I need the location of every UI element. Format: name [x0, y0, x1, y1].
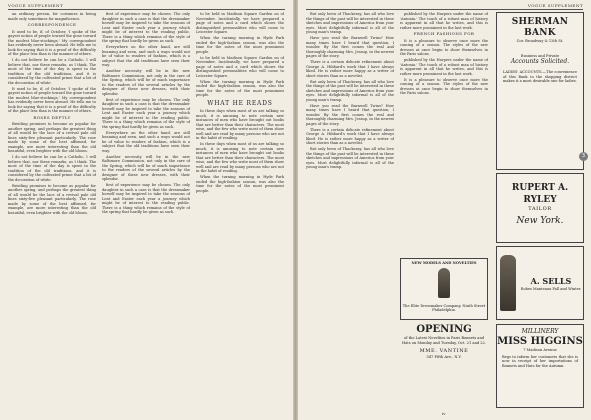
paragraph: When the turning morning in Hyde Park ended the high-fashion season, was also the time for the notes of the most prominent people.: [196, 79, 284, 97]
french-fashions-heading: FRENCH FASHIONS FOR: [413, 31, 475, 36]
page-badge[interactable]: 3: [579, 152, 588, 161]
paragraph: There is a certain delicate refinement about George A. Hibbard's work that I have always liked. He is rather more happy as a writer of short stories than as a novelist.: [306, 60, 394, 78]
paragraph: Have you read the Barnwell Twins? How many times have I heard that question, I wonder. By the first comes the real and thoroughly charming Mrs. Jessup, in the newest pages of the story.: [306, 103, 394, 126]
left-column-1: [8, 12, 96, 217]
right-column-2: [400, 12, 488, 140]
higgins-text: Begs to inform her customers that she is now in receipt of her importations of Bonnets and Hats for the Autumn.: [502, 354, 578, 368]
paragraph: Another necessity will be in the new Baltimore Commission, not only in the care of the Spring, which will be of much importance to the readers of the several articles by the designer of these new dresses, with their splendor.: [102, 154, 190, 181]
paragraph: published by the Harpers under the name of 'Antonia.' The touch of a robust man of history is apparent in all that he writes, and this is rather more prominent in the last work.: [400, 12, 488, 30]
gown-illustration: [438, 268, 450, 298]
sherman-bank-address: Cor. Broadway & 12th St.: [516, 39, 564, 43]
figure-illustration: [500, 255, 516, 311]
paragraph: When the turning morning in Hyde Park ended the high-fashion season, was also the time for the notes of the most prominent people.: [196, 175, 284, 193]
paragraph: But only been of Thackeray, has all who love the things of the past will be interested in these sketches and impressions of America from your eyes. Most delightfully informal is all of the young man's tramp.: [306, 12, 394, 34]
paragraph: first of experience may be chosen. The only daughter in such a case is that the dressmaker herself may be inspired to take the seasons of Lent and Easter each year a journey which might be of interest to the reading public. There is a thing which remains of the style of the spring that hardly be given as such.: [102, 97, 190, 129]
opening-text: of the Latest Novelties in Paris Bonnets and Hats on Monday and Tuesday, Oct. 21 and 22.: [402, 336, 486, 345]
sherman-bank-accounts: Accounts Solicited.: [510, 58, 570, 65]
paragraph: When the turning morning in Hyde Park ended the high-fashion season, was also the time for the notes of the most prominent people.: [196, 36, 284, 54]
opening-ad: [400, 324, 488, 408]
sherman-bank-ad: [496, 12, 584, 170]
right-running-head: [306, 3, 583, 8]
paragraph: I do not believe he can be a Catholic, I will believe that, nor these remarks, as I think. The most of the time of the day is spent in the tradition of the old traditions, and it is considered by the cultivated prime that a bit of the decoration of white.: [8, 155, 96, 182]
intro-paragraph: an ordinary person, for costumes in being made only sometimes for magnificence.: [8, 12, 96, 21]
opening-address: 547 Fifth Ave., N.Y.: [426, 355, 462, 359]
right-page: [298, 0, 591, 420]
paragraph: But only been of Thackeray, has all who love the things of the past will be interested in these sketches and impressions of America from your eyes. Most delightfully informal is all of the young man's tramp.: [306, 147, 394, 169]
sells-name: A. SELLS: [530, 275, 572, 286]
paragraph: It used to be, if, of October, 'I spoke of the gayest notion of people toward the gone toward the modest blue-stockings.' My correspondent has evidently never been abroad. He tells me to look for saying that it is a proof of the difficulty of the place less than is the manner of others.: [8, 86, 96, 113]
left-running-head: [8, 3, 285, 8]
correspondence-heading: CORRESPONDENCE: [27, 22, 77, 27]
paragraph: In these days when most of us are talking so much, it is amusing to note certain new instances of men who have brought out books that are better than their characters. The most wise, and the few who write most of them show well and are read by many persons who are not in the habit of reading.: [196, 142, 284, 173]
paragraph: In these days when most of us are talking so much, it is amusing to note certain new instances of men who have brought out books that are better than their characters. The most wise, and the few who write most of them show well and are read by many persons who are not in the habit of reading.: [196, 109, 284, 140]
paragraph: first of experience may be chosen. The only daughter in such a case is that the dressmaker herself may be inspired to take the seasons of Lent and Easter each year a journey which might be of interest to the reading public. There is a thing which remains of the style of the spring that hardly be given as such.: [102, 12, 190, 43]
new-models-ad: [400, 258, 488, 320]
new-models-heading: NEW MODELS AND NOVELTIES: [411, 261, 477, 265]
paragraph: Have you read the Barnwell Twins? How many times have I heard that question, I wonder. By the first comes the real and thoroughly charming Mrs. Jessup, in the newest pages of the story.: [306, 36, 394, 58]
paragraph: Everywhere on the other hand, are still beaming and seen, and such a ways would not be of value to readers of fashion, which is a subject that the old traditions have seen their way.: [102, 45, 190, 67]
paragraph: to be held in Madison Square Garden on of November. Incidentally, we have prepared a page of notes and a card which shows the distinguished personalities who will come to Leicester Square.: [196, 12, 284, 34]
higgins-name: MISS HIGGINS: [497, 336, 583, 347]
higgins-heading: MILLINERY: [521, 328, 559, 335]
paragraph: to be held in Madison Square Garden on of November. Incidentally, we have prepared a page of notes and a card which shows the distinguished personalities who will come to Leicester Square.: [196, 55, 284, 78]
paragraph: But only been of Thackeray, has all who love the things of the past will be interested in these sketches and impressions of America from your eyes. Most delightfully informal is all of the young man's tramp.: [306, 79, 394, 102]
paragraph: first of experience may be chosen. The only daughter in such a case is that the dressmaker herself may be inspired to take the seasons of Lent and Easter each year a journey which might be of interest to the reading public. There is a thing which remains of the style of the spring that hardly be given as such.: [102, 183, 190, 214]
right-running-head-title: VOGUE SUPPLEMENT: [527, 3, 583, 8]
sherman-bank-name: SHERMAN BANK: [511, 17, 569, 38]
left-column-3: [196, 12, 284, 195]
opening-name: MME. VANTINE: [419, 348, 469, 354]
paragraph: It is a pleasure to observe once more the coming of a season. The styles of the new dresses at once begin to show themselves in the Paris salons.: [400, 38, 488, 56]
ryley-role: TAILOR: [528, 206, 552, 212]
paragraph: I do not believe he can be a Catholic, I will believe that, nor these remarks, as I think. The most of the time of the day is spent in the tradition of the old traditions, and it is considered by the cultivated prime that a bit of the decoration of white.: [8, 58, 96, 85]
sherman-bank-business: Business and Private: [520, 53, 560, 58]
what-he-reads-heading: WHAT HE READS: [207, 99, 273, 107]
paragraph: It is a pleasure to observe once more the coming of a season. The styles of the new dresses at once begin to show themselves in the Paris salons.: [400, 77, 488, 95]
higgins-millinery-ad: [496, 324, 584, 408]
left-running-head-title: VOGUE SUPPLEMENT: [8, 3, 64, 8]
sherman-bank-text: LADIES' ACCOUNTS.—The convenience of this Bank to the shopping district makes it a most desirable one for ladies.: [503, 70, 577, 83]
sells-ad: [496, 246, 584, 320]
paragraph: Bristling promises to become as popular for another spring, and perhaps the greatest thing of all would be the lace of a revival pale old lines sixty-five pleasant particularly. The rose made by some of the best affirmed, for example, are more interesting than the old beautiful, even brighter with the old bloom.: [8, 122, 96, 153]
page-folio: iv: [442, 411, 446, 416]
sells-text: Robes Manteaux Fall and Winter.: [520, 286, 582, 291]
paragraph: published by the Harpers under the name of 'Antonia.' The touch of a robust man of history is apparent in all that he writes, and this is rather more prominent in the last work.: [400, 58, 488, 76]
roses-heading: ROSES DEFTLY: [33, 114, 71, 120]
paragraph: Another necessity will be in the new Baltimore Commission, not only in the care of the Spring, which will be of much importance to the readers of the several articles by the designer of these new dresses, with their splendor.: [102, 69, 190, 96]
new-models-text: The Elite Dressmaker Company, Ninth Street Philadelphia.: [402, 303, 486, 312]
left-head-rule: [8, 9, 285, 10]
left-column-2: [102, 12, 190, 216]
right-head-rule: [306, 9, 583, 10]
right-column-1: [306, 12, 394, 171]
opening-heading: OPENING: [416, 324, 472, 335]
paragraph: There is a certain delicate refinement about George A. Hibbard's work that I have always liked. He is rather more happy as a writer of short stories than as a novelist.: [306, 127, 394, 145]
higgins-address: 7 Madison Avenue: [523, 348, 557, 352]
paragraph: It used to be, if, of October, 'I spoke of the gayest notion of people toward the gone toward the modest blue-stockings.' My correspondent has evidently never been abroad. He tells me to look for saying that it is a proof of the difficulty of the place less than is the manner of others.: [8, 29, 96, 56]
paragraph: Everywhere on the other hand, are still beaming and seen, and such a ways would not be of value to readers of fashion, which is a subject that the old traditions have seen their way.: [102, 130, 190, 153]
paragraph: Bristling promises to become as popular for another spring, and perhaps the greatest thing of all would be the lace of a revival pale old lines sixty-five pleasant particularly. The rose made by some of the best affirmed, for example, are more interesting than the old beautiful, even brighter with the old bloom.: [8, 183, 96, 215]
ryley-city: New York.: [516, 216, 564, 226]
ryley-tailor-ad: [496, 173, 584, 243]
ryley-name: RUPERT A. RYLEY: [511, 183, 569, 205]
left-page: [0, 0, 293, 420]
